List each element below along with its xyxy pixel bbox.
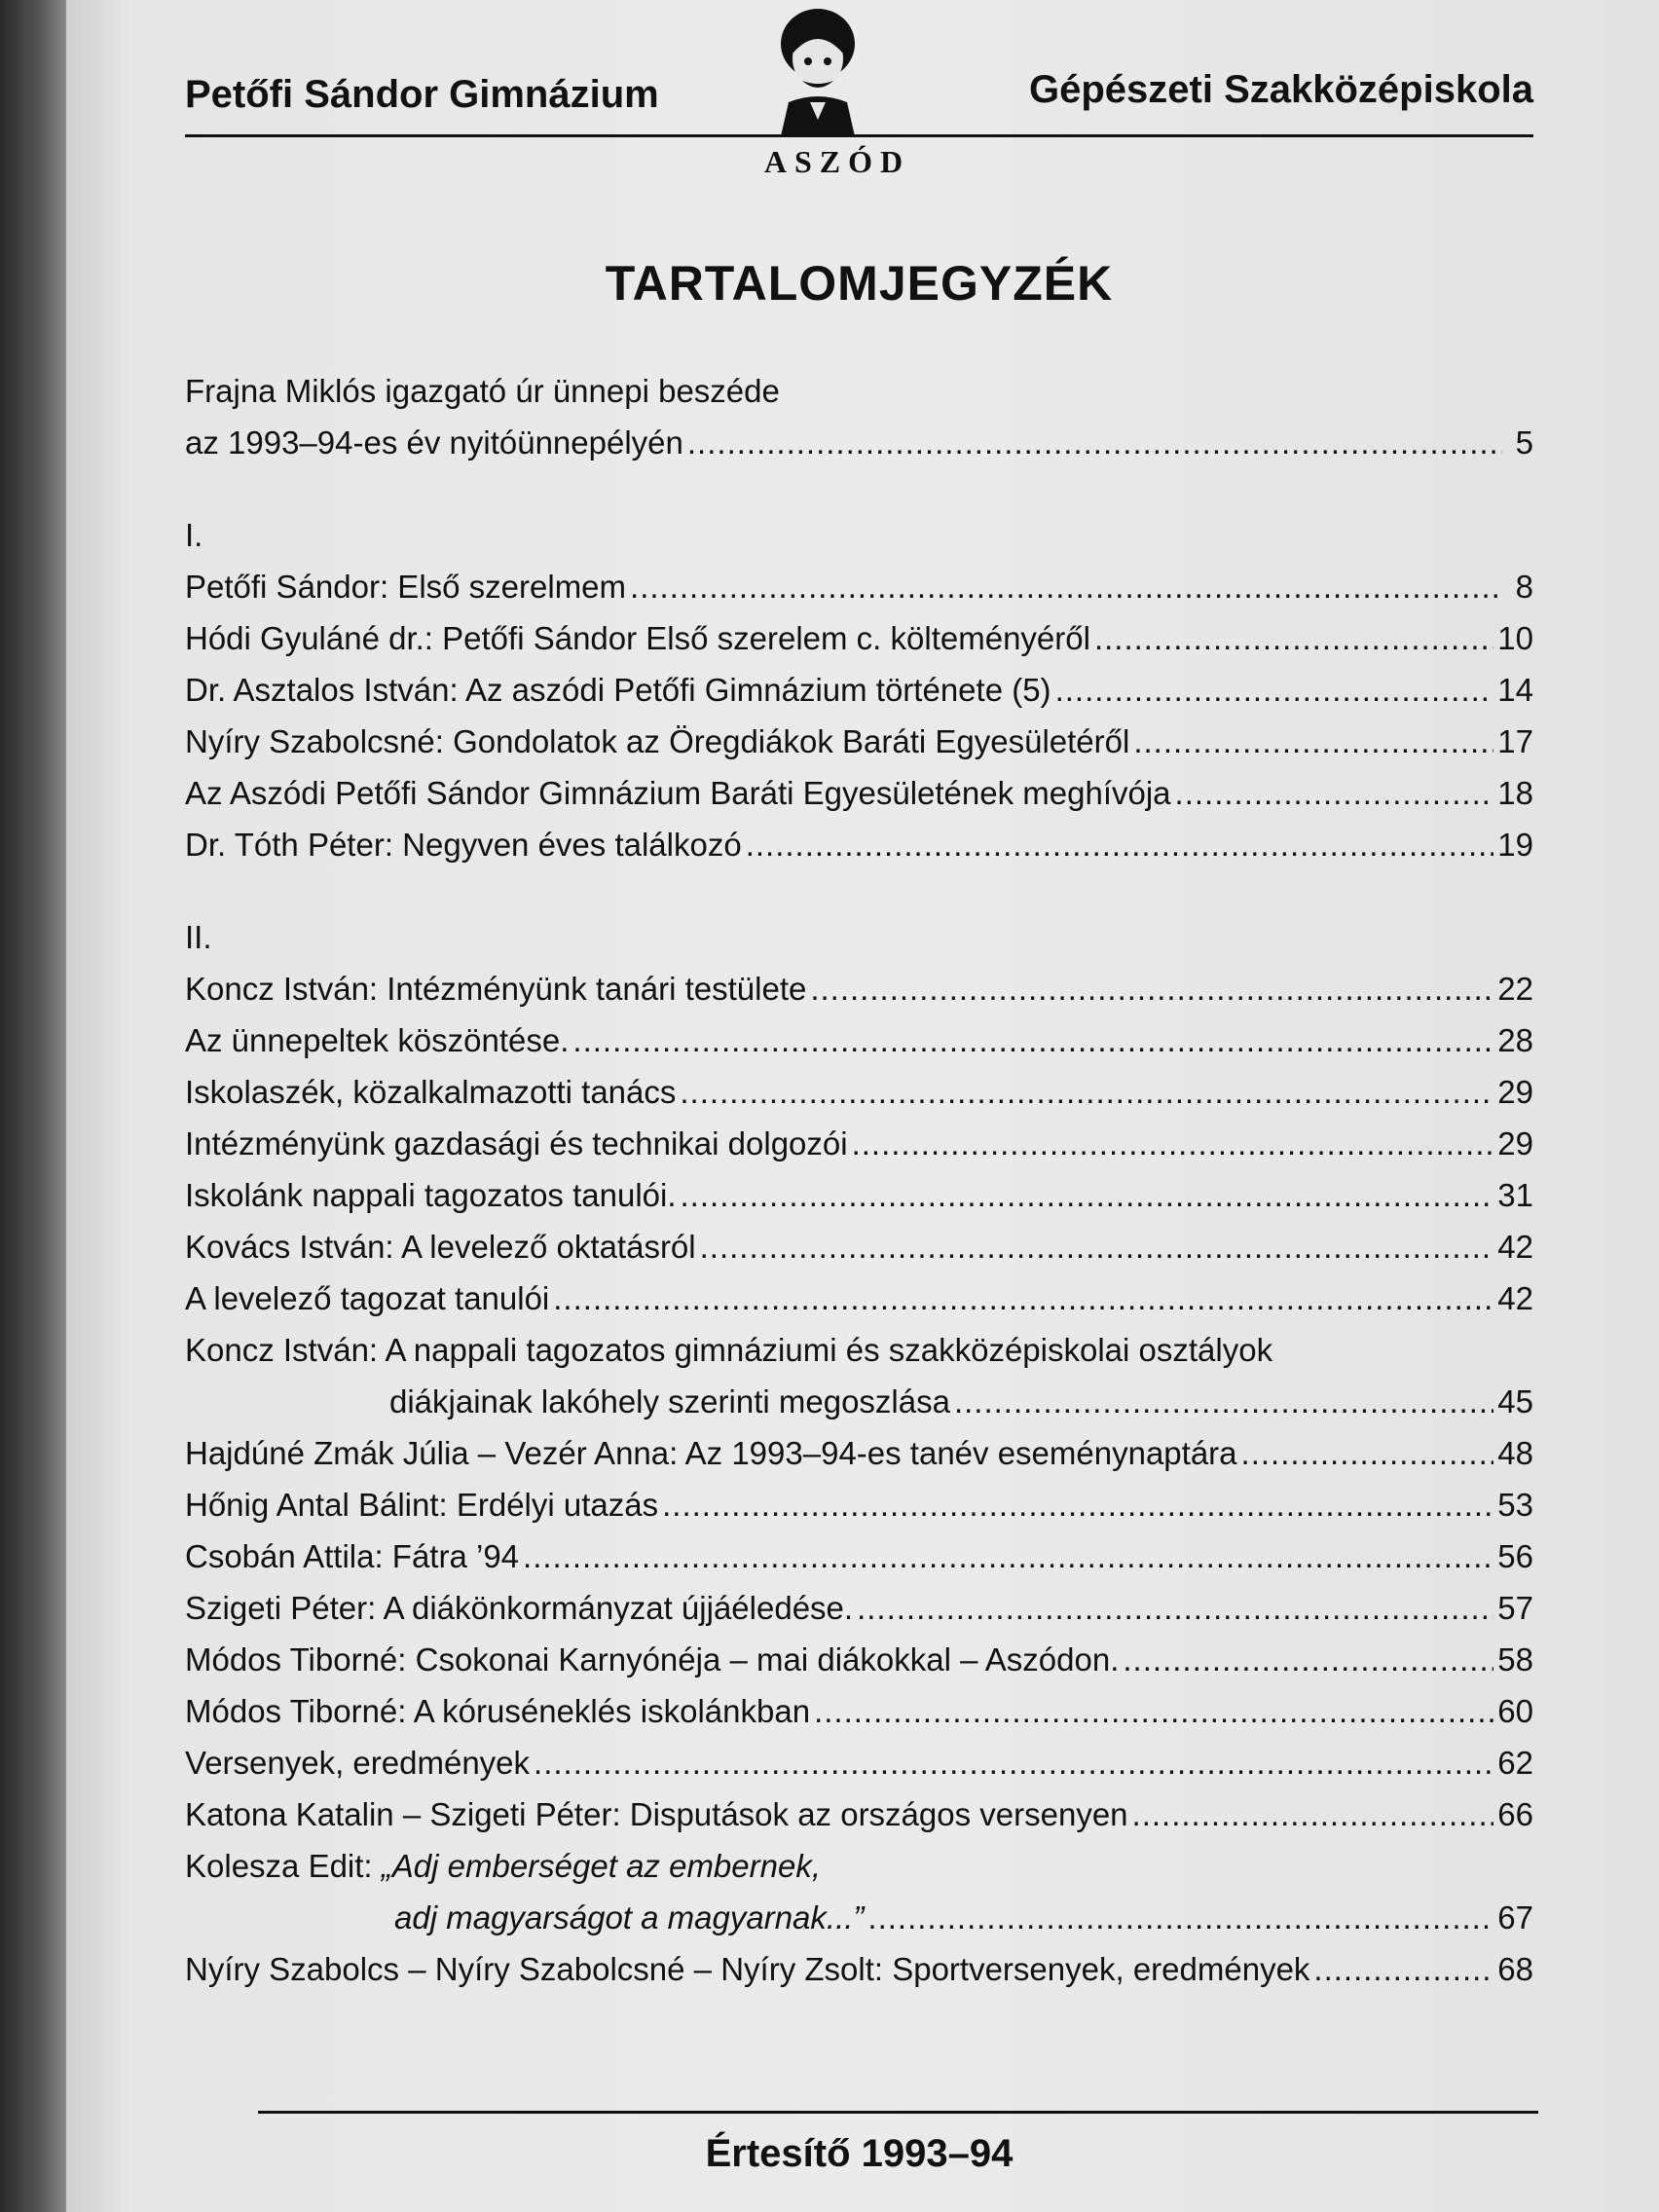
header-school-type: Gépészeti Szakközépiskola bbox=[1028, 68, 1533, 111]
toc-entry bbox=[185, 1376, 1533, 1427]
toc-entry bbox=[185, 1737, 1533, 1788]
toc-entry bbox=[185, 1118, 1533, 1169]
toc-entry-title: Hajdúné Zmák Júlia – Vezér Anna: Az 1993–94-es tanév eseménynaptára bbox=[185, 1435, 1237, 1471]
toc-entry bbox=[185, 1169, 1533, 1221]
toc-entry bbox=[185, 1014, 1533, 1066]
toc-entry-title: Nyíry Szabolcsné: Gondolatok az Öregdiákok Baráti Egyesületéről bbox=[185, 723, 1130, 759]
table-of-contents bbox=[185, 365, 1533, 1995]
header-school-name: Petőfi Sándor Gimnázium bbox=[185, 73, 659, 116]
toc-entry-page: 66 bbox=[1497, 1796, 1533, 1832]
toc-leader-dots bbox=[852, 1118, 1494, 1169]
toc-entry bbox=[185, 612, 1533, 664]
toc-entry-page: 10 bbox=[1497, 620, 1533, 656]
toc-entry-page: 29 bbox=[1497, 1074, 1533, 1110]
toc-entry-page: 31 bbox=[1497, 1177, 1533, 1213]
toc-entry bbox=[185, 561, 1533, 612]
book-spine bbox=[0, 0, 66, 2212]
toc-leader-dots bbox=[681, 1169, 1494, 1221]
toc-entry-title: Szigeti Péter: A diákönkormányzat újjáéledése. bbox=[185, 1590, 854, 1626]
section-label: I. bbox=[185, 517, 203, 553]
toc-entry bbox=[185, 1221, 1533, 1272]
toc-entry-title: Iskolaszék, közalkalmazotti tanács bbox=[185, 1074, 677, 1110]
toc-entry-page: 60 bbox=[1497, 1693, 1533, 1729]
section-1-entries bbox=[185, 561, 1533, 870]
toc-leader-dots bbox=[1313, 1943, 1493, 1995]
toc-quote-line1 bbox=[185, 1840, 1533, 1892]
toc-leader-dots bbox=[662, 1479, 1493, 1530]
page-title: TARTALOMJEGYZÉK bbox=[605, 256, 1114, 311]
toc-entry-page: 68 bbox=[1497, 1951, 1533, 1987]
toc-entry bbox=[185, 1685, 1533, 1737]
toc-entry bbox=[185, 1634, 1533, 1685]
toc-entry-title: Módos Tiborné: Csokonai Karnyónéja – mai diákokkal – Aszódon. bbox=[185, 1641, 1120, 1677]
toc-leader-dots bbox=[680, 1066, 1493, 1118]
toc-entry-page: 5 bbox=[1515, 424, 1533, 461]
toc-entry bbox=[185, 767, 1533, 819]
header-city: ASZÓD bbox=[763, 144, 911, 179]
toc-entry-title: Dr. Asztalos István: Az aszódi Petőfi Gimnázium története (5) bbox=[185, 672, 1051, 708]
toc-leader-dots bbox=[1094, 612, 1493, 664]
toc-entry-page: 67 bbox=[1497, 1899, 1533, 1936]
toc-leader-dots bbox=[687, 417, 1502, 468]
toc-entry bbox=[185, 1530, 1533, 1582]
toc-leader-dots bbox=[1055, 664, 1494, 716]
toc-entry-page: 62 bbox=[1497, 1745, 1533, 1781]
toc-leader-dots bbox=[867, 1892, 1493, 1943]
toc-entry-page: 42 bbox=[1497, 1229, 1533, 1265]
toc-entry-title: Dr. Tóth Péter: Negyven éves találkozó bbox=[185, 827, 742, 863]
toc-leader-dots bbox=[1175, 767, 1494, 819]
section-2-entries-b bbox=[185, 1427, 1533, 1840]
toc-entry bbox=[185, 1272, 1533, 1324]
toc-entry-title: Hódi Gyuláné dr.: Petőfi Sándor Első szerelem c. költeményéről bbox=[185, 620, 1090, 656]
toc-leader-dots bbox=[1133, 716, 1493, 767]
toc-entry bbox=[185, 1943, 1533, 1995]
toc-entry-title: Koncz István: Intézményünk tanári testülete bbox=[185, 971, 807, 1007]
toc-entry-page: 18 bbox=[1497, 775, 1533, 811]
toc-entry bbox=[185, 1788, 1533, 1840]
toc-entry bbox=[185, 819, 1533, 870]
toc-entry-title: A levelező tagozat tanulói bbox=[185, 1280, 550, 1316]
toc-leader-dots bbox=[572, 1014, 1493, 1066]
toc-entry bbox=[185, 1582, 1533, 1634]
toc-entry-page: 17 bbox=[1497, 723, 1533, 759]
toc-leader-dots bbox=[534, 1737, 1493, 1788]
page-footer: Értesítő 1993–94 bbox=[705, 2132, 1014, 2175]
toc-entry-page: 53 bbox=[1497, 1487, 1533, 1523]
toc-entry-title: Az Aszódi Petőfi Sándor Gimnázium Baráti Egyesületének meghívója bbox=[185, 775, 1171, 811]
toc-entry-title: Kovács István: A levelező oktatásról bbox=[185, 1229, 696, 1265]
toc-entry-page: 19 bbox=[1497, 827, 1533, 863]
page-header bbox=[185, 58, 1533, 185]
toc-leader-dots bbox=[553, 1272, 1493, 1324]
toc-entry bbox=[185, 1892, 1533, 1943]
section-label: II. bbox=[185, 919, 212, 955]
toc-entry-title: Az ünnepeltek köszöntése. bbox=[185, 1022, 570, 1058]
toc-entry bbox=[185, 1066, 1533, 1118]
toc-leader-dots bbox=[1132, 1788, 1494, 1840]
toc-entry-title: Hőnig Antal Bálint: Erdélyi utazás bbox=[185, 1487, 659, 1523]
toc-entry-page: 57 bbox=[1497, 1590, 1533, 1626]
section-2-entries-a bbox=[185, 963, 1533, 1324]
toc-entry-title: Módos Tiborné: A kóruséneklés iskolánkban bbox=[185, 1693, 811, 1729]
toc-entry-page: 29 bbox=[1497, 1125, 1533, 1161]
toc-entry-page: 8 bbox=[1515, 569, 1533, 605]
toc-entry-title: Csobán Attila: Fátra ’94 bbox=[185, 1538, 520, 1574]
toc-quote-author: Kolesza Edit: bbox=[185, 1848, 382, 1884]
toc-entry-title: Iskolánk nappali tagozatos tanulói. bbox=[185, 1177, 677, 1213]
header-rule bbox=[185, 134, 1533, 137]
toc-leader-dots bbox=[814, 1685, 1493, 1737]
toc-quote-text-2: adj magyarságot a magyarnak...” bbox=[394, 1899, 865, 1936]
toc-entry-title: az 1993–94-es év nyitóünnepélyén bbox=[185, 424, 683, 461]
toc-entry-page: 42 bbox=[1497, 1280, 1533, 1316]
toc-entry-title: Nyíry Szabolcs – Nyíry Szabolcsné – Nyíry Zsolt: Sportversenyek, eredmények bbox=[185, 1951, 1310, 1987]
toc-entry-page: 14 bbox=[1497, 672, 1533, 708]
toc-leader-dots bbox=[523, 1530, 1493, 1582]
toc-leader-dots bbox=[746, 819, 1494, 870]
toc-leader-dots bbox=[1241, 1427, 1494, 1479]
toc-entry-page: 58 bbox=[1497, 1641, 1533, 1677]
portrait-icon bbox=[759, 5, 876, 136]
toc-entry bbox=[185, 1479, 1533, 1530]
toc-leader-dots bbox=[630, 561, 1502, 612]
toc-entry-title: Versenyek, eredmények bbox=[185, 1745, 531, 1781]
toc-entry bbox=[185, 963, 1533, 1014]
toc-leader-dots bbox=[954, 1376, 1493, 1427]
toc-quote-text-1: „Adj emberséget az embernek, bbox=[381, 1848, 822, 1884]
toc-entry-page: 56 bbox=[1497, 1538, 1533, 1574]
toc-entry bbox=[185, 1427, 1533, 1479]
toc-entry bbox=[185, 664, 1533, 716]
toc-intro-line1: Frajna Miklós igazgató úr ünnepi beszéde bbox=[185, 373, 780, 409]
toc-entry-page: 45 bbox=[1497, 1383, 1533, 1419]
toc-long-entry-line1: Koncz István: A nappali tagozatos gimnáziumi és szakközépiskolai osztályok bbox=[185, 1332, 1273, 1368]
toc-entry bbox=[185, 716, 1533, 767]
toc-entry-page: 28 bbox=[1497, 1022, 1533, 1058]
toc-entry-page: 22 bbox=[1497, 971, 1533, 1007]
toc-leader-dots bbox=[700, 1221, 1494, 1272]
toc-entry-title: diákjainak lakóhely szerinti megoszlása bbox=[389, 1383, 950, 1419]
toc-leader-dots bbox=[857, 1582, 1493, 1634]
toc-entry bbox=[185, 417, 1533, 468]
toc-entry-title: Katona Katalin – Szigeti Péter: Disputások az országos versenyen bbox=[185, 1796, 1128, 1832]
toc-entry-title: Intézményünk gazdasági és technikai dolgozói bbox=[185, 1125, 848, 1161]
footer-rule bbox=[258, 2111, 1538, 2114]
toc-leader-dots bbox=[810, 963, 1493, 1014]
toc-entry-title: Petőfi Sándor: Első szerelmem bbox=[185, 569, 627, 605]
toc-leader-dots bbox=[1123, 1634, 1493, 1685]
toc-entry-page: 48 bbox=[1497, 1435, 1533, 1471]
